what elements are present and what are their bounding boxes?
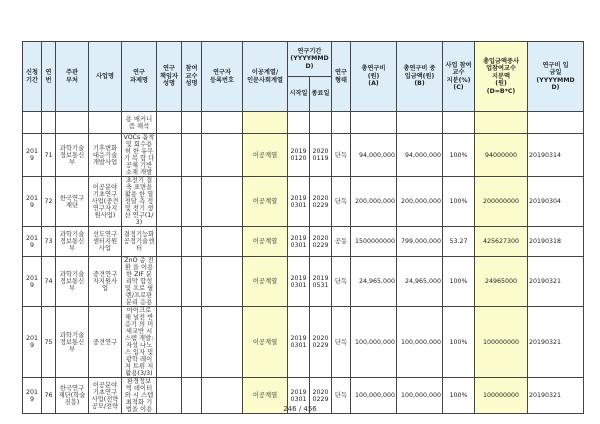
- cell-project: 마이크로 채 널전 반응기 의 미세교반 시스템 개발: 자성 나노 스 입자 및 광학 레이저 트위 저 활용(3/3): [122, 307, 157, 378]
- cell-deposit: 20190314: [528, 134, 584, 177]
- cell-year: 2019: [23, 227, 42, 257]
- cell-type: 단독: [332, 257, 351, 307]
- header-leader: 연구 책임자 성명: [157, 42, 182, 112]
- cell-total-fund: 24,965,000: [351, 257, 397, 307]
- cell-project: 환경정보 빅 데이터와 시 스템 최적화 기법을 이용: [122, 378, 157, 414]
- cell-empty: [202, 257, 243, 307]
- cell-empty: [202, 177, 243, 227]
- cell-empty: [157, 307, 182, 378]
- cell-irb: 이공계열: [243, 177, 288, 227]
- cell-indirect: 100,000,000: [397, 378, 443, 414]
- cell-indirect: 94,000,000: [397, 134, 443, 177]
- header-year: 신청 기간: [23, 42, 42, 112]
- cell-empty: [157, 227, 182, 257]
- header-amount: 총입금액중사 업참여교수 지분액 (원) (D=B*C): [475, 42, 528, 112]
- cell-dept: 한국연구재단(학술진흥): [56, 378, 89, 414]
- cell-amount: 425627300: [475, 227, 528, 257]
- header-deposit: 연구비 입 금일 (YYYYMMD D): [528, 42, 584, 112]
- page-number: 246 / 456: [283, 405, 317, 413]
- header-indirect: 총연구비 중 입금액(원) (B): [397, 42, 443, 112]
- cell-empty: [157, 257, 182, 307]
- cell-dept: 과학기술정보통신부: [56, 307, 89, 378]
- cell-rate: 100%: [443, 307, 475, 378]
- cell-irb: 이공계열: [243, 257, 288, 307]
- cell-empty: [157, 177, 182, 227]
- header-period: 연구기간 (YYYYMMDD): [288, 42, 332, 77]
- cell-dept: 과학기술정보통신부: [56, 227, 89, 257]
- cell-no: 71: [42, 134, 56, 177]
- cell-empty: [157, 134, 182, 177]
- header-total-fund: 총연구비 (원) (A): [351, 42, 397, 112]
- cell-program: 이공분야기초연구사업(중견연구자지원사업): [89, 177, 122, 227]
- header-participants: 참여 교수 성명: [182, 42, 202, 112]
- cell-indirect: 799,000,000: [397, 227, 443, 257]
- header-irb: 이공계열/ 인문사회계열: [243, 42, 288, 112]
- cell-total-fund: 100,000,000: [351, 307, 397, 378]
- cell-empty: [202, 134, 243, 177]
- cell-total-fund: 200,000,000: [351, 177, 397, 227]
- cell-no: 75: [42, 307, 56, 378]
- cell-total-fund: 1500000000: [351, 227, 397, 257]
- cell-no: 72: [42, 177, 56, 227]
- cell-rate: 100%: [443, 378, 475, 414]
- cell-project: VOCs 흡착 및 회수용 허 한 유무기 복 합 다공체 기반 소재 개발: [123, 134, 155, 176]
- header-rate: 사업 참여 교수 지분(%) (C): [443, 42, 475, 112]
- cell-amount: 24965000: [475, 257, 528, 307]
- cell-amount: 200000000: [475, 177, 528, 227]
- cell-amount: 94000000: [475, 134, 528, 177]
- header-end: 종료일: [310, 77, 332, 112]
- cell-project: 초전기 결축 표면을 활용 한 열전달 측 정 및 전기 생 산 연구(1/3): [122, 177, 157, 227]
- cell-total-fund: 94,000,000: [351, 134, 397, 177]
- cell-end: 20200229: [310, 307, 332, 378]
- cell-irb: 이공계열: [243, 134, 288, 177]
- cell-empty: [182, 177, 202, 227]
- header-no: 연 번: [42, 42, 56, 112]
- cell-deposit: 20190304: [528, 177, 584, 227]
- cell-irb: 이공계열: [243, 227, 288, 257]
- cell-no: 73: [42, 227, 56, 257]
- cell-deposit: 20190321: [528, 378, 584, 414]
- cell-start: 20190301: [288, 177, 310, 227]
- cell-start: 20190120: [288, 134, 310, 177]
- table-row: [23, 177, 584, 227]
- cell-project: ZnO 층 전환 을 이용한 ZIF 분리막 합성 및 프로 필렌/프로판 분리 응용: [122, 257, 157, 307]
- cell-empty: [202, 227, 243, 257]
- cell-program: 선도연구센터지원사업: [89, 227, 122, 257]
- cell-end: 20200229: [310, 378, 332, 414]
- cell-program: 이공분야기초연구사업(전략공모/전략: [89, 378, 122, 414]
- header-type: 연구 형태: [332, 42, 351, 112]
- cell-type: 단독: [332, 134, 351, 177]
- cell-empty: [202, 307, 243, 378]
- cell-empty: [182, 134, 202, 177]
- cell-year: 2019: [23, 177, 42, 227]
- cell-end: 20200119: [310, 134, 332, 177]
- cell-project: 용 에커니즘 해석: [122, 112, 157, 134]
- header-project: 연구 과제명: [122, 42, 157, 112]
- cell-start: 20190301: [288, 378, 310, 414]
- cell-amount: 100000000: [475, 307, 528, 378]
- cell-no: 76: [42, 378, 56, 414]
- cell-no: 74: [42, 257, 56, 307]
- cell-indirect: 200,000,000: [397, 177, 443, 227]
- cell-deposit: 20190318: [528, 227, 584, 257]
- cell-rate: 100%: [443, 177, 475, 227]
- cell-type: 단독: [332, 177, 351, 227]
- cell-deposit: 20190321: [528, 307, 584, 378]
- cell-empty: [182, 227, 202, 257]
- table-row-continuation: [23, 112, 584, 134]
- cell-irb: 이공계열: [243, 378, 288, 414]
- cell-year: 2019: [23, 257, 42, 307]
- cell-end: 20200229: [310, 177, 332, 227]
- cell-indirect: 24,965,000: [397, 257, 443, 307]
- header-start: 시작일: [288, 77, 310, 112]
- table-row: [23, 134, 584, 177]
- cell-rate: 100%: [443, 134, 475, 177]
- table-row: [23, 227, 584, 257]
- cell-year: 2019: [23, 307, 42, 378]
- cell-dept: 한국연구재단: [56, 177, 89, 227]
- cell-deposit: 20190321: [528, 257, 584, 307]
- table-row: [23, 307, 584, 378]
- cell-empty: [182, 257, 202, 307]
- table-row: [23, 257, 584, 307]
- cell-type: 공동: [332, 227, 351, 257]
- cell-rate: 100%: [443, 257, 475, 307]
- cell-rate: 53.27: [443, 227, 475, 257]
- header-dept: 주관 부처: [56, 42, 89, 112]
- cell-dept: 과학기술정보통신부: [56, 134, 89, 177]
- header-reg-no: 연구자 등록번호: [202, 42, 243, 112]
- cell-end: 20190531: [310, 257, 332, 307]
- cell-end: 20200229: [310, 227, 332, 257]
- cell-indirect: 100,000,000: [397, 307, 443, 378]
- cell-irb: 이공계열: [243, 307, 288, 378]
- cell-program: 중견연구자지원사업: [89, 257, 122, 307]
- cell-program: 중견연구: [89, 307, 122, 378]
- header-program: 사업명: [89, 42, 122, 112]
- cell-start: 20190301: [288, 307, 310, 378]
- cell-start: 20190301: [288, 257, 310, 307]
- cell-year: 2019: [23, 378, 42, 414]
- cell-year: 2019: [23, 134, 42, 177]
- cell-type: 단독: [332, 307, 351, 378]
- cell-amount: 100000000: [475, 378, 528, 414]
- research-table: [22, 41, 584, 414]
- cell-type: 단독: [332, 378, 351, 414]
- cell-empty: [182, 307, 202, 378]
- cell-total-fund: 100,000,000: [351, 378, 397, 414]
- cell-program: 기후변화대응기술개발사업: [89, 134, 122, 177]
- cell-start: 20190301: [288, 227, 310, 257]
- cell-project: 결정기능화공정기술센터: [122, 227, 157, 257]
- cell-dept: 과학기술정보통신부: [56, 257, 89, 307]
